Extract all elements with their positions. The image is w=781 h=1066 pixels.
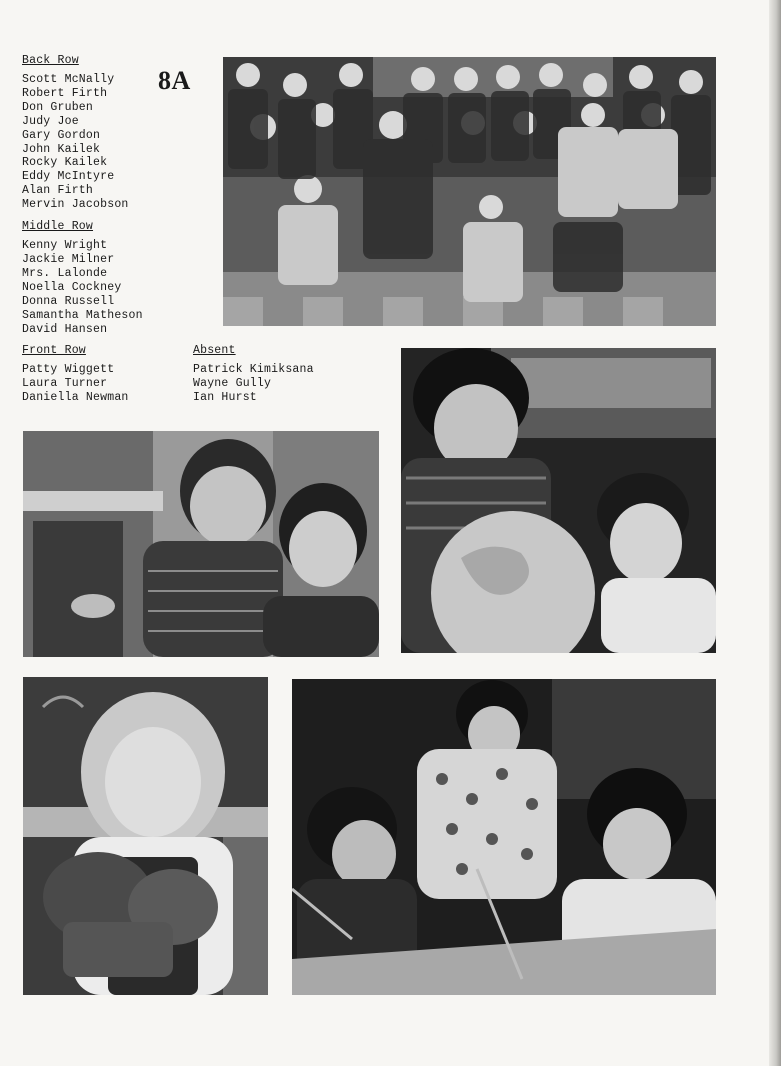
name-item: Jackie Milner (22, 252, 115, 266)
name-item: Kenny Wright (22, 239, 108, 253)
name-item: David Hansen (22, 322, 108, 336)
art-class-photo (292, 679, 716, 995)
name-item: John Kailek (22, 142, 101, 156)
globe-photo (401, 348, 716, 653)
middle-row-names (22, 239, 202, 336)
name-item: Robert Firth (22, 86, 108, 100)
name-item: Don Gruben (22, 100, 94, 114)
name-item: Gary Gordon (22, 128, 101, 142)
name-item: Patty Wiggett (22, 363, 115, 377)
class-label: 8A (158, 66, 191, 95)
absent-heading: Absent (193, 344, 236, 357)
name-item: Ian Hurst (193, 390, 257, 404)
name-item: Alan Firth (22, 184, 94, 198)
page-edge (769, 0, 781, 1066)
name-item: Noella Cockney (22, 280, 122, 294)
middle-row-group (22, 220, 202, 336)
middle-row-heading: Middle Row (22, 220, 94, 234)
name-item: Rocky Kailek (22, 156, 108, 170)
name-item: Judy Joe (22, 114, 79, 128)
girl-with-plant-photo (23, 677, 268, 995)
name-item: Samantha Matheson (22, 308, 143, 322)
name-item: Eddy McIntyre (22, 170, 115, 184)
name-item: Daniella Newman (22, 391, 129, 405)
name-item: Scott McNally (22, 73, 115, 86)
name-item: Laura Turner (22, 377, 108, 391)
absent-group (193, 344, 383, 405)
name-item: Wayne Gully (193, 376, 272, 390)
two-boys-photo (23, 431, 379, 657)
names-column (22, 54, 202, 413)
absent-names (193, 363, 383, 405)
name-item: Mervin Jacobson (22, 198, 129, 212)
name-item: Donna Russell (22, 294, 115, 308)
front-row-group (22, 344, 202, 405)
class-group-photo (223, 57, 716, 326)
front-row-names (22, 363, 202, 405)
back-row-heading: Back Row (22, 54, 79, 67)
name-item: Patrick Kimiksana (193, 363, 314, 376)
name-item: Mrs. Lalonde (22, 266, 108, 280)
front-row-heading: Front Row (22, 344, 86, 358)
